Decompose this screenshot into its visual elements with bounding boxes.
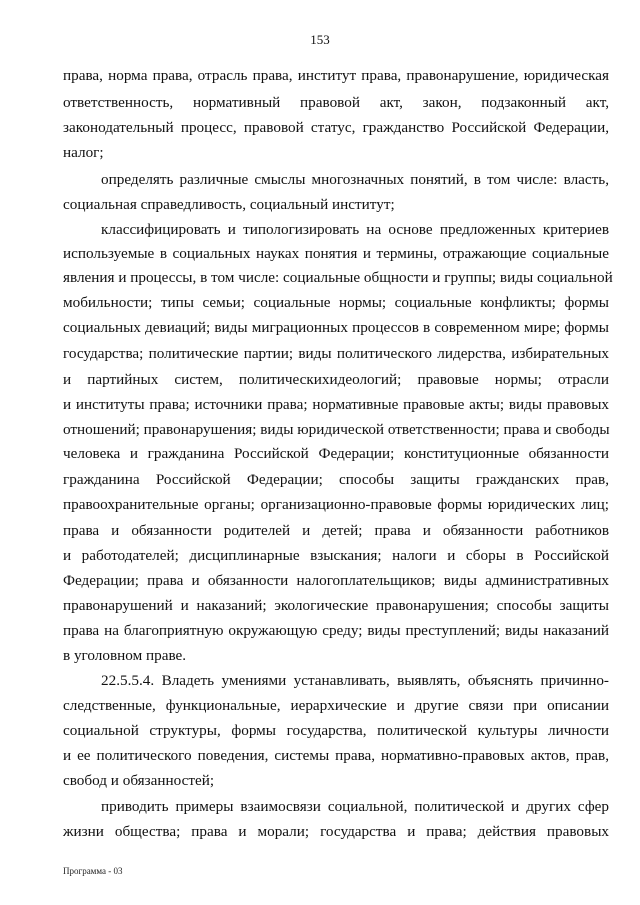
text-line: следственные, функциональные, иерархические и другие связи при описании: [63, 697, 609, 714]
page-number: 153: [310, 32, 330, 47]
text-line: социальных девиаций; виды миграционных процессов в современном мире; формы: [63, 319, 609, 336]
text-line: 22.5.5.4. Владеть умениями устанавливать, выявлять, объяснять причинно-: [101, 672, 609, 689]
text-line: права и обязанности родителей и детей; права и обязанности работников: [63, 522, 609, 539]
text-line: определять различные смыслы многозначных понятий, в том числе: власть,: [101, 171, 609, 188]
text-line: законодательный процесс, правовой статус, гражданство Российской Федерации,: [63, 119, 609, 136]
text-line: жизни общества; права и морали; государства и права; действия правовых: [63, 823, 609, 840]
text-line: приводить примеры взаимосвязи социальной, политической и других сфер: [101, 798, 609, 815]
text-line: государства; политические партии; виды политического лидерства, избирательных: [63, 345, 609, 362]
text-line: и институты права; источники права; нормативные правовые акты; виды правовых: [63, 396, 609, 413]
text-line: правонарушений и наказаний; экологические правонарушения; способы защиты: [63, 597, 609, 614]
text-line: используемые в социальных науках понятия и термины, отражающие социальные: [63, 245, 609, 262]
footer-label: Программа - 03: [63, 866, 123, 876]
text-line: социальной структуры, формы государства, политической культуры личности: [63, 722, 609, 739]
text-line: и работодателей; дисциплинарные взыскания; налоги и сборы в Российской: [63, 547, 609, 564]
text-line: явления и процессы, в том числе: социальные общности и группы; виды социальной: [63, 269, 613, 286]
text-line: налог;: [63, 144, 104, 161]
text-line: человека и гражданина Российской Федерации; конституционные обязанности: [63, 445, 609, 462]
text-line: социальная справедливость, социальный институт;: [63, 196, 395, 213]
text-line: и партийных систем, политическихидеологий; правовые нормы; отрасли: [63, 371, 609, 388]
text-line: правоохранительные органы; организационно-правовые формы юридических лиц;: [63, 496, 609, 513]
text-line: права, норма права, отрасль права, институт права, правонарушение, юридическая: [63, 67, 609, 84]
text-line: и ее политического поведения, системы права, нормативно-правовых актов, прав,: [63, 747, 609, 764]
text-line: гражданина Российской Федерации; способы защиты гражданских прав,: [63, 471, 609, 488]
text-line: в уголовном праве.: [63, 647, 187, 664]
text-line: Федерации; права и обязанности налогоплательщиков; виды административных: [63, 572, 609, 589]
text-line: свобод и обязанностей;: [63, 772, 215, 789]
text-line: права на благоприятную окружающую среду; виды преступлений; виды наказаний: [63, 622, 609, 639]
text-line: отношений; правонарушения; виды юридической ответственности; права и свободы: [63, 421, 610, 438]
text-line: классифицировать и типологизировать на основе предложенных критериев: [101, 221, 609, 238]
text-line: мобильности; типы семьи; социальные нормы; социальные конфликты; формы: [63, 294, 609, 311]
text-line: ответственность, нормативный правовой акт, закон, подзаконный акт,: [63, 94, 609, 111]
